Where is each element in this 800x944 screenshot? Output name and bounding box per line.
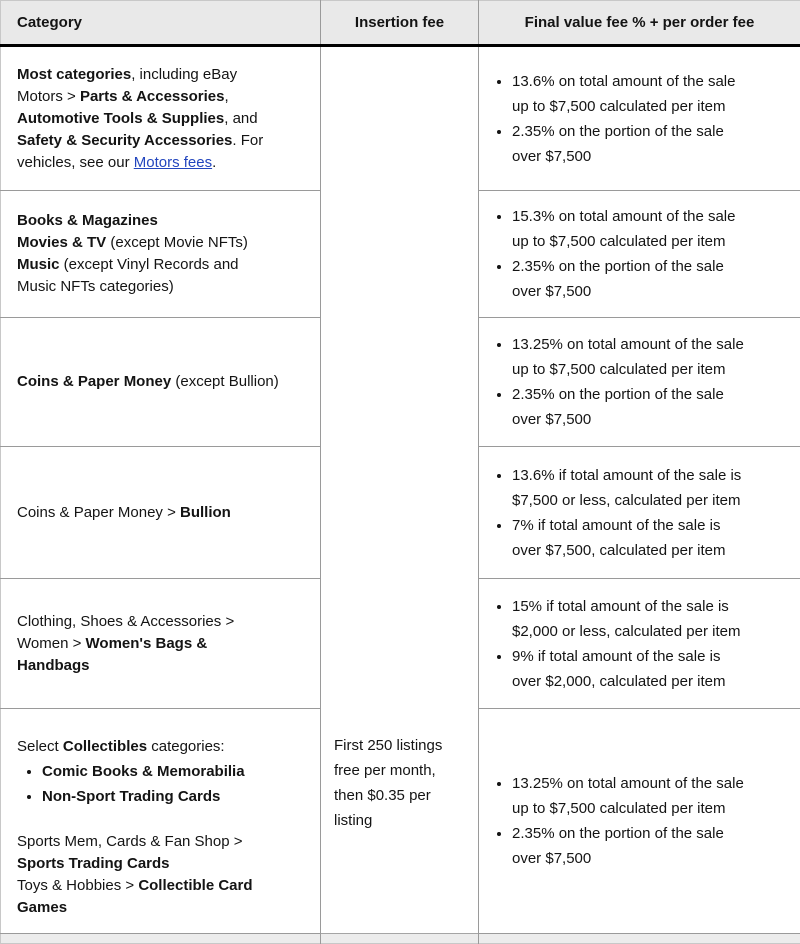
fee-bullet-list: [491, 204, 784, 304]
fee-bullet-list: [491, 69, 784, 169]
category-intro: Select Collectibles categories:: [17, 734, 306, 759]
strip-cell: [479, 934, 800, 944]
insertion-fee-cell: [321, 46, 479, 934]
final-value-fee-cell: [479, 318, 800, 447]
motors-fees-link[interactable]: Motors fees: [134, 154, 212, 171]
final-value-fee-cell: [479, 447, 800, 579]
header-row: [1, 1, 800, 46]
final-value-fee-cell: [479, 709, 800, 934]
fee-bullet-item: • 9% if total amount of the sale is over $2,000, calculated per item: [512, 644, 784, 694]
fee-bullet-item: • 15% if total amount of the sale is $2,000 or less, calculated per item: [512, 594, 784, 644]
fee-bullet-list: [491, 771, 784, 871]
table-row: [1, 46, 800, 191]
fee-bullet-item: • 7% if total amount of the sale is over $7,500, calculated per item: [512, 513, 784, 563]
column-header-category: Category: [1, 1, 321, 46]
strip-cell: [1, 934, 321, 944]
category-bullet-item: • Non-Sport Trading Cards: [42, 784, 306, 809]
strip-cell: [321, 934, 479, 944]
category-cell: [1, 447, 321, 579]
final-value-fee-cell: [479, 579, 800, 709]
category-text: Coins & Paper Money (except Bullion): [17, 371, 306, 393]
fee-bullet-list: [491, 332, 784, 432]
column-header-insertion-fee: Insertion fee: [321, 1, 479, 46]
category-cell: [1, 46, 321, 191]
category-text: Clothing, Shoes & Accessories > Women > Women's Bags & Handbags: [17, 611, 306, 677]
fee-bullet-item: • 13.6% if total amount of the sale is $7,500 or less, calculated per item: [512, 463, 784, 513]
category-cell: [1, 191, 321, 318]
fee-bullet-item: • 13.6% on total amount of the sale up to $7,500 calculated per item: [512, 69, 784, 119]
category-text: Books & Magazines Movies & TV (except Movie NFTs) Music (except Vinyl Records and Music NFTs categories): [17, 210, 306, 298]
category-text: Coins & Paper Money > Bullion: [17, 502, 306, 524]
category-text: Sports Mem, Cards & Fan Shop > Sports Trading Cards Toys & Hobbies > Collectible Card Games: [17, 831, 306, 919]
fee-bullet-item: • 2.35% on the portion of the sale over $7,500: [512, 382, 784, 432]
fee-bullet-item: • 15.3% on total amount of the sale up to $7,500 calculated per item: [512, 204, 784, 254]
final-value-fee-cell: [479, 191, 800, 318]
fee-bullet-item: • 13.25% on total amount of the sale up to $7,500 calculated per item: [512, 332, 784, 382]
insertion-fee-note: First 250 listings free per month, then $0.35 per listing: [334, 733, 468, 833]
category-text: Most categories, including eBay Motors > Parts & Accessories, Automotive Tools & Supplies, and Safety & Security Accessories. For vehicles, see our Motors fees.: [17, 64, 306, 174]
fee-bullet-item: • 2.35% on the portion of the sale over $7,500: [512, 821, 784, 871]
fee-bullet-list: [491, 463, 784, 563]
fee-bullet-item: • 13.25% on total amount of the sale up to $7,500 calculated per item: [512, 771, 784, 821]
next-table-header-strip: [1, 934, 800, 944]
category-cell: [1, 709, 321, 934]
category-cell: [1, 318, 321, 447]
category-bullet-list: [17, 759, 306, 809]
column-header-final-value-fee: Final value fee % + per order fee: [479, 1, 800, 46]
fee-bullet-item: • 2.35% on the portion of the sale over $7,500: [512, 254, 784, 304]
final-value-fee-cell: [479, 46, 800, 191]
category-bullet-item: • Comic Books & Memorabilia: [42, 759, 306, 784]
category-cell: [1, 579, 321, 709]
fee-bullet-list: [491, 594, 784, 694]
fee-bullet-item: • 2.35% on the portion of the sale over $7,500: [512, 119, 784, 169]
